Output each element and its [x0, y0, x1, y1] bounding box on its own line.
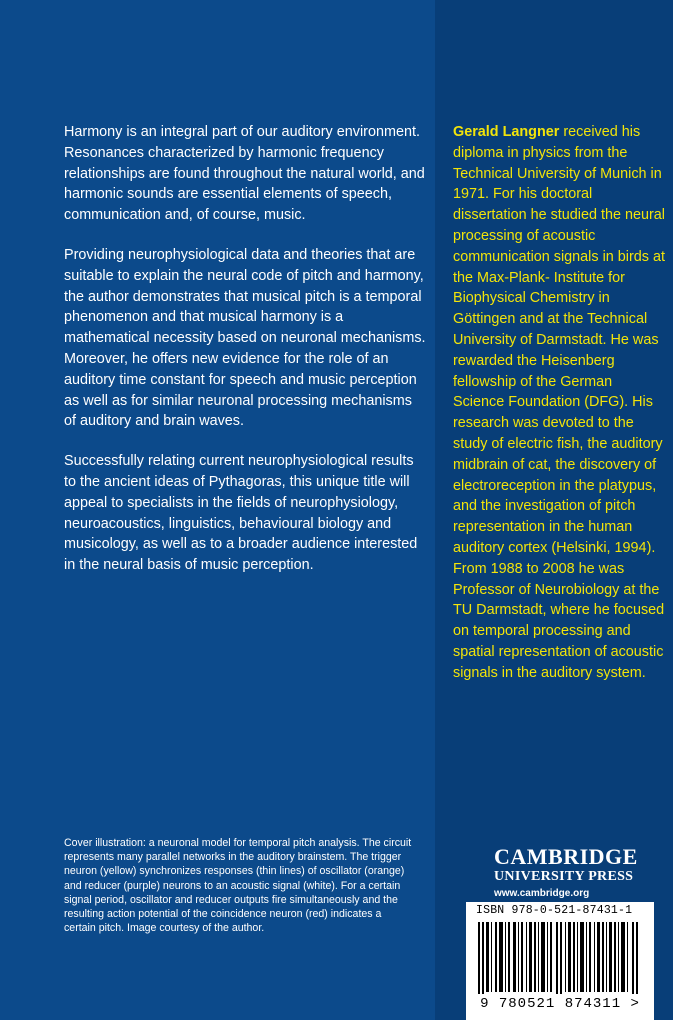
- publisher-website: www.cambridge.org: [494, 888, 590, 899]
- publisher-logo: [494, 845, 654, 899]
- description-paragraph: Harmony is an integral part of our auditory environment. Resonances characterized by harmonic frequency relationships are found throughout the natural world, and harmonic sounds are essential elements of speech, communication and, of course, music.: [64, 124, 425, 224]
- description-paragraph: Successfully relating current neurophysiological results to the ancient ideas of Pythagoras, this unique title will appeal to specialists in the fields of neurophysiology, neuroacoustics, linguistics, behavioural biology and musicology, as well as to a broader audience interested in the neural basis of music perception.: [64, 453, 418, 574]
- description-paragraph: Providing neurophysiological data and theories that are suitable to explain the neural code of pitch and harmony, the author demonstrates that musical pitch is a temporal phenomenon and that musical harmony is a mathematical necessity based on neuronal mechanisms. Moreover, he offers new evidence for the role of an auditory time constant for speech and music perception as well as for similar neuronal processing mechanisms of auditory and brain waves.: [64, 246, 426, 430]
- barcode-bars: [478, 922, 642, 994]
- author-bio-text: received his diploma in physics from the Technical University of Munich in 1971. For his doctoral dissertation he studied the neural processing of acoustic communication signals in birds at the Max-Plank- Institute for Biophysical Chemistry in Göttingen and at the Technical University of Darmstadt. He was rewarded the Heisenberg fellowship of the German Science Foundation (DFG). His research was devoted to the study of electric fish, the auditory midbrain of cat, the discovery of electroreception in the platypus, and the investigation of pitch representation in the human auditory cortex (Helsinki, 1994). From 1988 to 2008 he was Professor of Neurobiology at the TU Darmstadt, where he focused on temporal processing and spatial representation of acoustic signals in the auditory system.: [453, 124, 666, 681]
- barcode-number: 9 780521 874311 >: [480, 996, 640, 1012]
- barcode: [466, 902, 654, 1020]
- author-bio: [453, 122, 665, 684]
- publisher-name: CAMBRIDGE: [494, 844, 638, 869]
- cover-caption: Cover illustration: a neuronal model for temporal pitch analysis. The circuit represents many parallel networks in the auditory brainstem. The trigger neuron (yellow) synchronizes responses (thin lines) of oscillator (orange) and reducer (purple) neurons to an acoustic signal (white). For a certain signal period, oscillator and reducer outputs fire simultaneously and the resulting action potential of the coincidence neuron (red) indicates a certain pitch. Image courtesy of the author.: [64, 837, 412, 935]
- isbn-label: ISBN 978-0-521-87431-1: [476, 904, 633, 917]
- description: [64, 122, 426, 595]
- author-name: Gerald Langner: [453, 124, 560, 140]
- publisher-subtitle: UNIVERSITY PRESS: [494, 869, 634, 884]
